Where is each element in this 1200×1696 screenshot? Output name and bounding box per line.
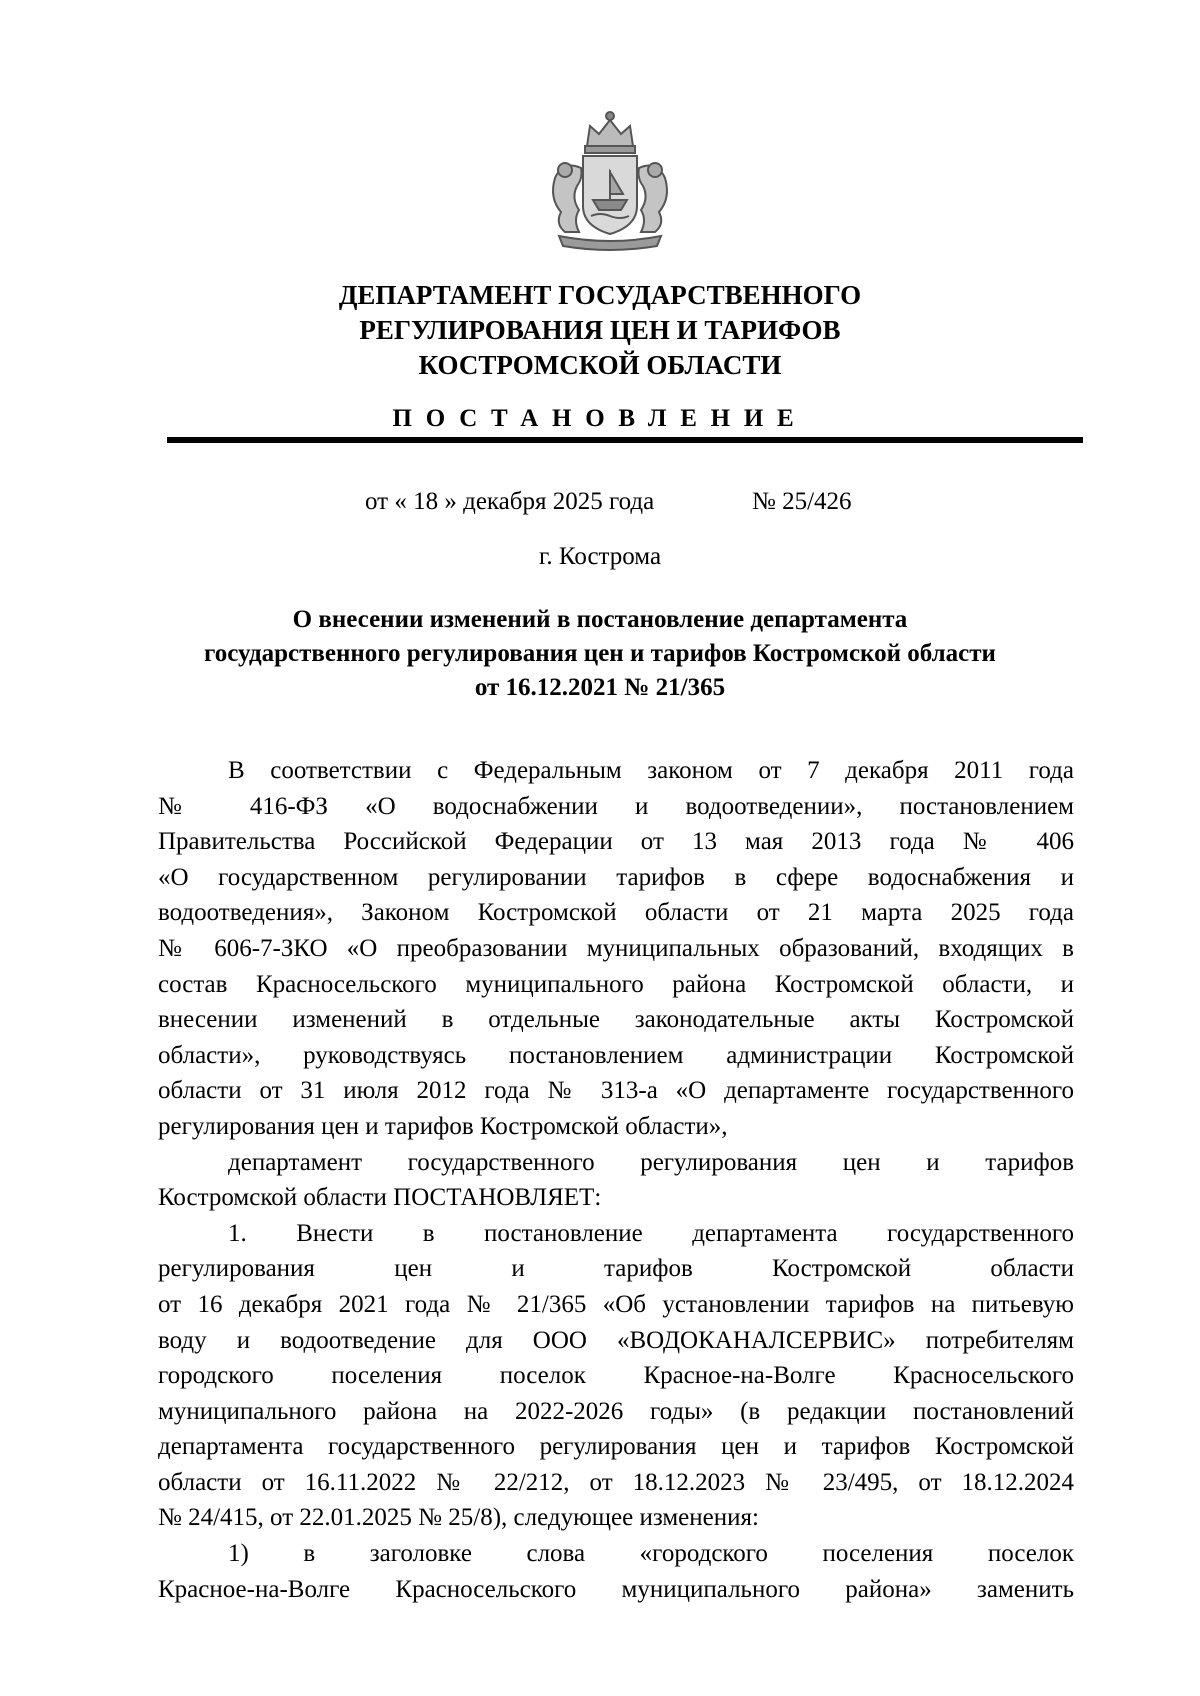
document-date: от « 18 » декабря 2025 года	[365, 488, 655, 515]
body-line: департамент государственного регулирования цен и тарифов	[228, 1148, 1074, 1176]
body-line: регулирования цен и тарифов Костромской области»,	[158, 1112, 728, 1140]
body-line: департамента государственного регулирования цен и тарифов Костромской	[158, 1433, 1074, 1461]
department-name-line: РЕГУЛИРОВАНИЯ ЦЕН И ТАРИФОВ	[359, 315, 841, 345]
body-line: от 16 декабря 2021 года № 21/365 «Об установлении тарифов на питьевую	[158, 1290, 1074, 1318]
document-city: г. Кострома	[538, 543, 662, 570]
body-line: водоотведения», Законом Костромской области от 21 марта 2025 года	[158, 899, 1074, 927]
body-line: № 606-7-ЗКО «О преобразовании муниципальных образований, входящих в	[158, 934, 1074, 962]
body-line: 1) в заголовке слова «городского поселения поселок	[228, 1540, 1074, 1568]
subject-line: О внесении изменений в постановление департамента	[292, 606, 908, 633]
kostroma-coat-of-arms-icon	[535, 108, 685, 253]
department-name-line: КОСТРОМСКОЙ ОБЛАСТИ	[418, 350, 782, 380]
header-divider	[167, 437, 1083, 443]
body-line: воду и водоотведение для ООО «ВОДОКАНАЛСЕРВИС» потребителям	[158, 1326, 1074, 1354]
body-line: городского поселения поселок Красное-на-Волге Красносельского	[158, 1362, 1074, 1390]
body-line: № 416-ФЗ «О водоснабжении и водоотведении», постановлением	[158, 792, 1074, 820]
body-line: области», руководствуясь постановлением администрации Костромской	[158, 1041, 1074, 1069]
department-name-line: ДЕПАРТАМЕНТ ГОСУДАРСТВЕННОГО	[338, 280, 862, 310]
body-line: внесении изменений в отдельные законодательные акты Костромской	[158, 1006, 1074, 1034]
document-body	[158, 753, 1074, 1607]
department-name	[0, 278, 1200, 383]
body-line: 1. Внести в постановление департамента государственного	[228, 1219, 1074, 1247]
body-line: Правительства Российской Федерации от 13 мая 2013 года № 406	[158, 828, 1074, 856]
document-type: ПОСТАНОВЛЕНИЕ	[392, 405, 808, 432]
body-line: состав Красносельского муниципального района Костромской области, и	[158, 970, 1074, 998]
subject-line: от 16.12.2021 № 21/365	[474, 674, 726, 701]
body-line: Красное-на-Волге Красносельского муниципального района» заменить	[158, 1575, 1074, 1603]
body-line: В соответствии с Федеральным законом от 7 декабря 2011 года	[228, 757, 1074, 784]
document-subject	[0, 603, 1200, 705]
body-line: «О государственном регулировании тарифов в сфере водоснабжения и	[158, 863, 1074, 891]
body-line: № 24/415, от 22.01.2025 № 25/8), следующее изменения:	[158, 1504, 759, 1532]
body-line: области от 31 июля 2012 года № 313-а «О департаменте государственного	[158, 1077, 1074, 1105]
document-number: № 25/426	[752, 488, 852, 515]
body-line: области от 16.11.2022 № 22/212, от 18.12.2023 № 23/495, от 18.12.2024	[158, 1468, 1074, 1496]
subject-line: государственного регулирования цен и тарифов Костромской области	[204, 640, 996, 667]
body-line: Костромской области ПОСТАНОВЛЯЕТ:	[158, 1184, 602, 1212]
body-line: муниципального района на 2022-2026 годы» (в редакции постановлений	[158, 1397, 1074, 1425]
body-line: регулирования цен и тарифов Костромской области	[158, 1255, 1074, 1283]
